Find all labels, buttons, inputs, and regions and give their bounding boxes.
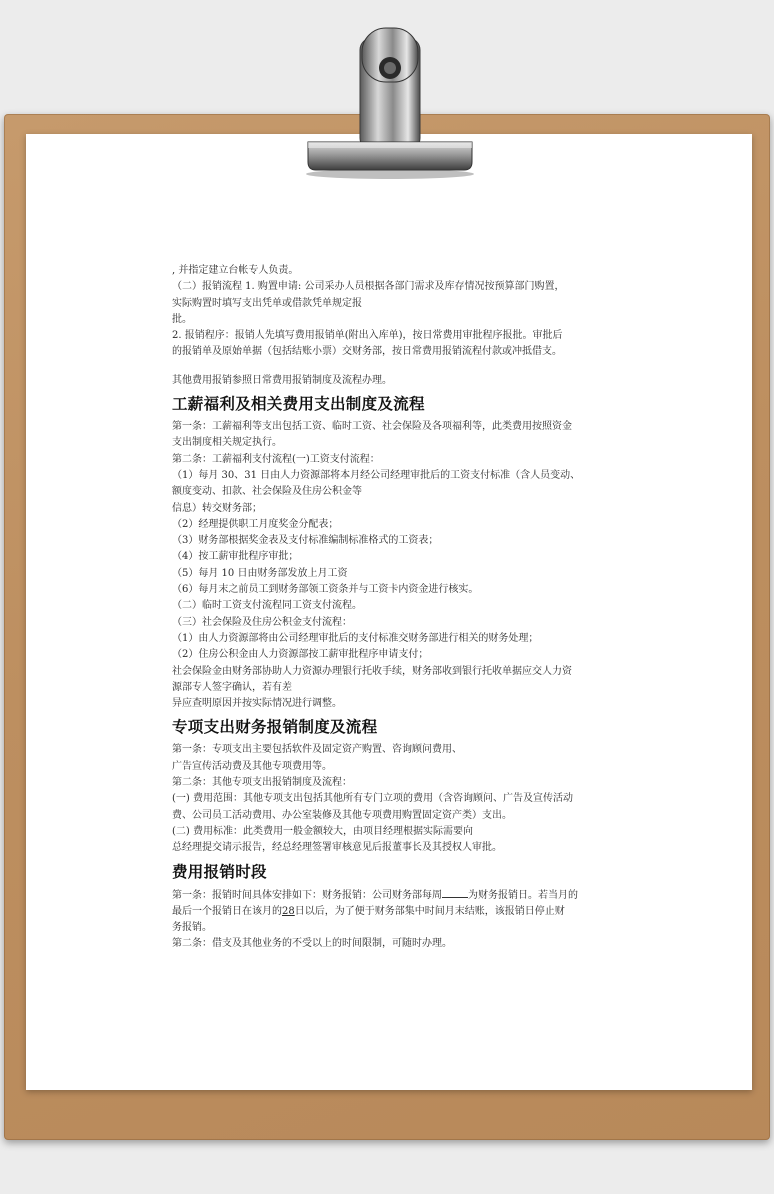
doc-line: 的报销单及原始单据（包括结账小票）交财务部，按日常费用报销流程付款或冲抵借支。	[172, 346, 562, 358]
doc-line: 第一条：专项支出主要包括软件及固定资产购置、咨询顾问费用、	[172, 744, 462, 756]
doc-text: 第一条：报销时间具体安排如下：财务报销：公司财务部每周	[172, 889, 442, 901]
doc-line: 第二条：其他专项支出报销制度及流程：	[172, 777, 352, 789]
doc-line: , 并指定建立台帐专人负责。	[172, 265, 299, 276]
doc-line: 额度变动、扣款、社会保险及住房公积金等	[172, 486, 362, 498]
doc-line: 第二条：借支及其他业务的不受以上的时间限制，可随时办理。	[172, 938, 452, 950]
doc-text: 日以后，为了便于财务部集中时间月末结账，该报销日停止财	[294, 905, 565, 917]
doc-line: 信息）转交财务部；	[172, 502, 262, 514]
doc-line: （2）住房公积金由人力资源部按工薪审批程序申请支付；	[172, 649, 429, 661]
doc-text: 为财务报销日。若当月的	[468, 889, 578, 901]
doc-text: 最后一个报销日在该月的	[172, 905, 282, 917]
doc-line: （三）社会保险及住房公积金支付流程：	[172, 616, 352, 628]
document-body	[172, 263, 612, 953]
section-title-special: 专项支出财务报销制度及流程	[172, 718, 378, 737]
doc-line: 源部专人签字确认，若有差	[172, 681, 292, 693]
doc-line: （2）经理提供职工月度奖金分配表；	[172, 518, 339, 530]
doc-line: （3）财务部根据奖金表及支付标准编制标准格式的工资表；	[172, 535, 439, 547]
binder-clip-icon	[300, 24, 480, 180]
doc-line	[172, 904, 612, 920]
doc-line: 社会保险金由财务部协助人力资源办理银行托收手续，财务部收到银行托收单据应交人力资	[172, 665, 572, 677]
doc-line: （二）报销流程 1. 购置申请: 公司采办人员根据各部门需求及库存情况按预算部门购置，	[172, 281, 565, 293]
doc-line: （二）临时工资支付流程同工资支付流程。	[172, 600, 362, 612]
doc-line: (一) 费用范围：其他专项支出包括其他所有专门立项的费用（含咨询顾问、广告及宣传活动	[172, 793, 573, 805]
doc-line: （6）每月末之前员工到财务部领工资条并与工资卡内资金进行核实。	[172, 584, 479, 596]
doc-line: （1）由人力资源部将由公司经理审批后的支付标准交财务部进行相关的财务处理；	[172, 632, 539, 644]
section-title-salary: 工薪福利及相关费用支出制度及流程	[172, 395, 425, 414]
doc-line: 第二条：工薪福利支付流程(一)工资支付流程：	[172, 453, 380, 465]
doc-line: 批。	[172, 313, 192, 325]
doc-line: （5）每月 10 日由财务部发放上月工资	[172, 567, 348, 579]
doc-line: 2. 报销程序：报销人先填写费用报销单(附出入库单)，按日常费用审批程序报批。审批后	[172, 330, 563, 342]
doc-line: 支出制度相关规定执行。	[172, 437, 282, 449]
doc-line: 费、公司员工活动费用、办公室装修及其他专项费用购置固定资产类）支出。	[172, 809, 512, 821]
doc-line: 其他费用报销参照日常费用报销制度及流程办理。	[172, 374, 392, 386]
doc-line: (二) 费用标准：此类费用一般金额较大，由项目经理根据实际需要向	[172, 825, 473, 837]
doc-line: 务报销。	[172, 922, 212, 934]
doc-line: 总经理提交请示报告，经总经理签署审核意见后报董事长及其授权人审批。	[172, 842, 502, 854]
blank-field	[442, 887, 468, 898]
section-title-period: 费用报销时段	[172, 862, 267, 881]
doc-line: 广告宣传活动费及其他专项费用等。	[172, 760, 332, 772]
doc-line: 实际购置时填写支出凭单或借款凭单规定报	[172, 297, 362, 309]
doc-line: 第一条：工薪福利等支出包括工资、临时工资、社会保险及各项福利等，此类费用按照资金	[172, 421, 572, 433]
doc-line: 异应查明原因并按实际情况进行调整。	[172, 698, 342, 710]
doc-line: （1）每月 30、31 日由人力资源部将本月经公司经理审批后的工资支付标准（含人员变动、	[172, 469, 581, 481]
doc-line: （4）按工薪审批程序审批；	[172, 551, 299, 563]
doc-line	[172, 887, 612, 904]
day-number: 28	[282, 905, 295, 917]
